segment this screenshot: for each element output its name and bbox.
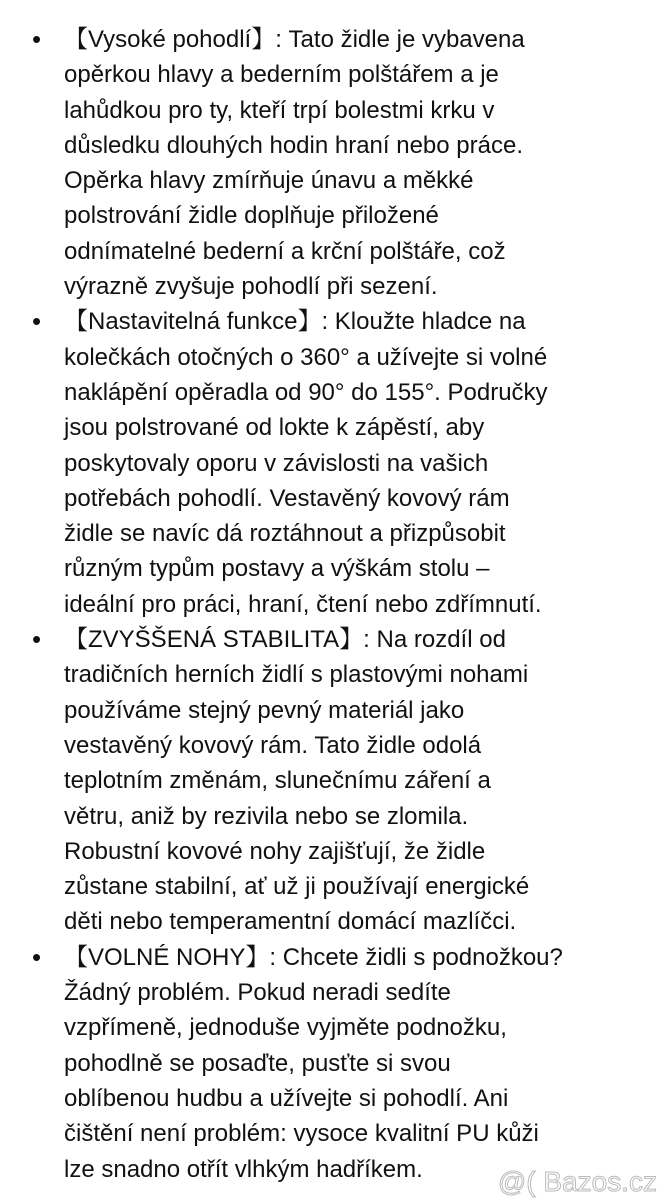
text-line: poskytovaly oporu v závislosti na vašich — [64, 449, 489, 477]
text-line: 【ZVYŠŠENÁ STABILITA】: Na rozdíl od — [64, 626, 506, 654]
list-item — [0, 940, 667, 1187]
text-line: 【Vysoké pohodlí】: Tato židle je vybavena — [64, 26, 525, 53]
text-line: polstrování židle doplňuje přiložené — [64, 202, 439, 230]
text-line: kolečkách otočných o 360° a užívejte si volné — [64, 343, 548, 371]
list-item — [0, 304, 667, 622]
text-line: naklápění opěradla od 90° do 155°. Područky — [64, 378, 548, 406]
text-line: teplotním změnám, slunečnímu záření a — [64, 767, 491, 795]
text-line: lze snadno otřít vlhkým hadříkem. — [64, 1155, 423, 1183]
bullet-icon: • — [32, 624, 42, 655]
feature-list — [0, 22, 667, 1187]
text-line: jsou polstrované od lokte k zápěstí, aby — [64, 414, 485, 442]
text-line: Robustní kovové nohy zajišťují, že židle — [64, 837, 486, 865]
text-line: ideální pro práci, hraní, čtení nebo zdřímnutí. — [64, 590, 542, 618]
text-line: různým typům postavy a výškám stolu – — [64, 555, 490, 583]
text-line: používáme stejný pevný materiál jako — [64, 696, 465, 724]
text-line: lahůdkou pro ty, kteří trpí bolestmi krku v — [64, 96, 495, 124]
text-line: židle se navíc dá roztáhnout a přizpůsobit — [64, 520, 506, 548]
text-line: Žádný problém. Pokud neradi sedíte — [64, 979, 451, 1007]
text-line: vzpřímeně, jednoduše vyjměte podnožku, — [64, 1014, 507, 1042]
text-line: potřebách pohodlí. Vestavěný kovový rám — [64, 484, 510, 512]
text-line: oblíbenou hudbu a užívejte si pohodlí. Ani — [64, 1084, 509, 1112]
text-line: vestavěný kovový rám. Tato židle odolá — [64, 731, 482, 759]
text-line: 【Nastavitelná funkce】: Kloužte hladce na — [64, 308, 526, 336]
text-line: 【VOLNÉ NOHY】: Chcete židli s podnožkou? — [64, 943, 563, 971]
text-line: děti nebo temperamentní domácí mazlíčci. — [64, 908, 517, 936]
bullet-icon: • — [32, 941, 42, 972]
text-line: pohodlně se posaďte, pusťte si svou — [64, 1049, 451, 1077]
text-line: větru, aniž by rezivila nebo se zlomila. — [64, 802, 469, 830]
text-line: výrazně zvyšuje pohodlí při sezení. — [64, 273, 438, 301]
text-line: opěrkou hlavy a bederním polštářem a je — [64, 61, 499, 89]
text-line: zůstane stabilní, ať už ji používají energické — [64, 873, 530, 901]
text-line: tradičních herních židlí s plastovými nohami — [64, 661, 529, 689]
watermark-logo: @( Bazos.cz — [497, 1166, 657, 1197]
bullet-icon: • — [32, 24, 42, 54]
list-item — [0, 622, 667, 940]
list-item — [0, 22, 667, 304]
bullet-icon: • — [32, 306, 42, 337]
text-line: Opěrka hlavy zmírňuje únavu a měkké — [64, 167, 474, 195]
text-line: odnímatelné bederní a krční polštáře, což — [64, 237, 506, 265]
text-line: čištění není problém: vysoce kvalitní PU kůži — [64, 1120, 539, 1148]
text-line: důsledku dlouhých hodin hraní nebo práce. — [64, 131, 523, 159]
